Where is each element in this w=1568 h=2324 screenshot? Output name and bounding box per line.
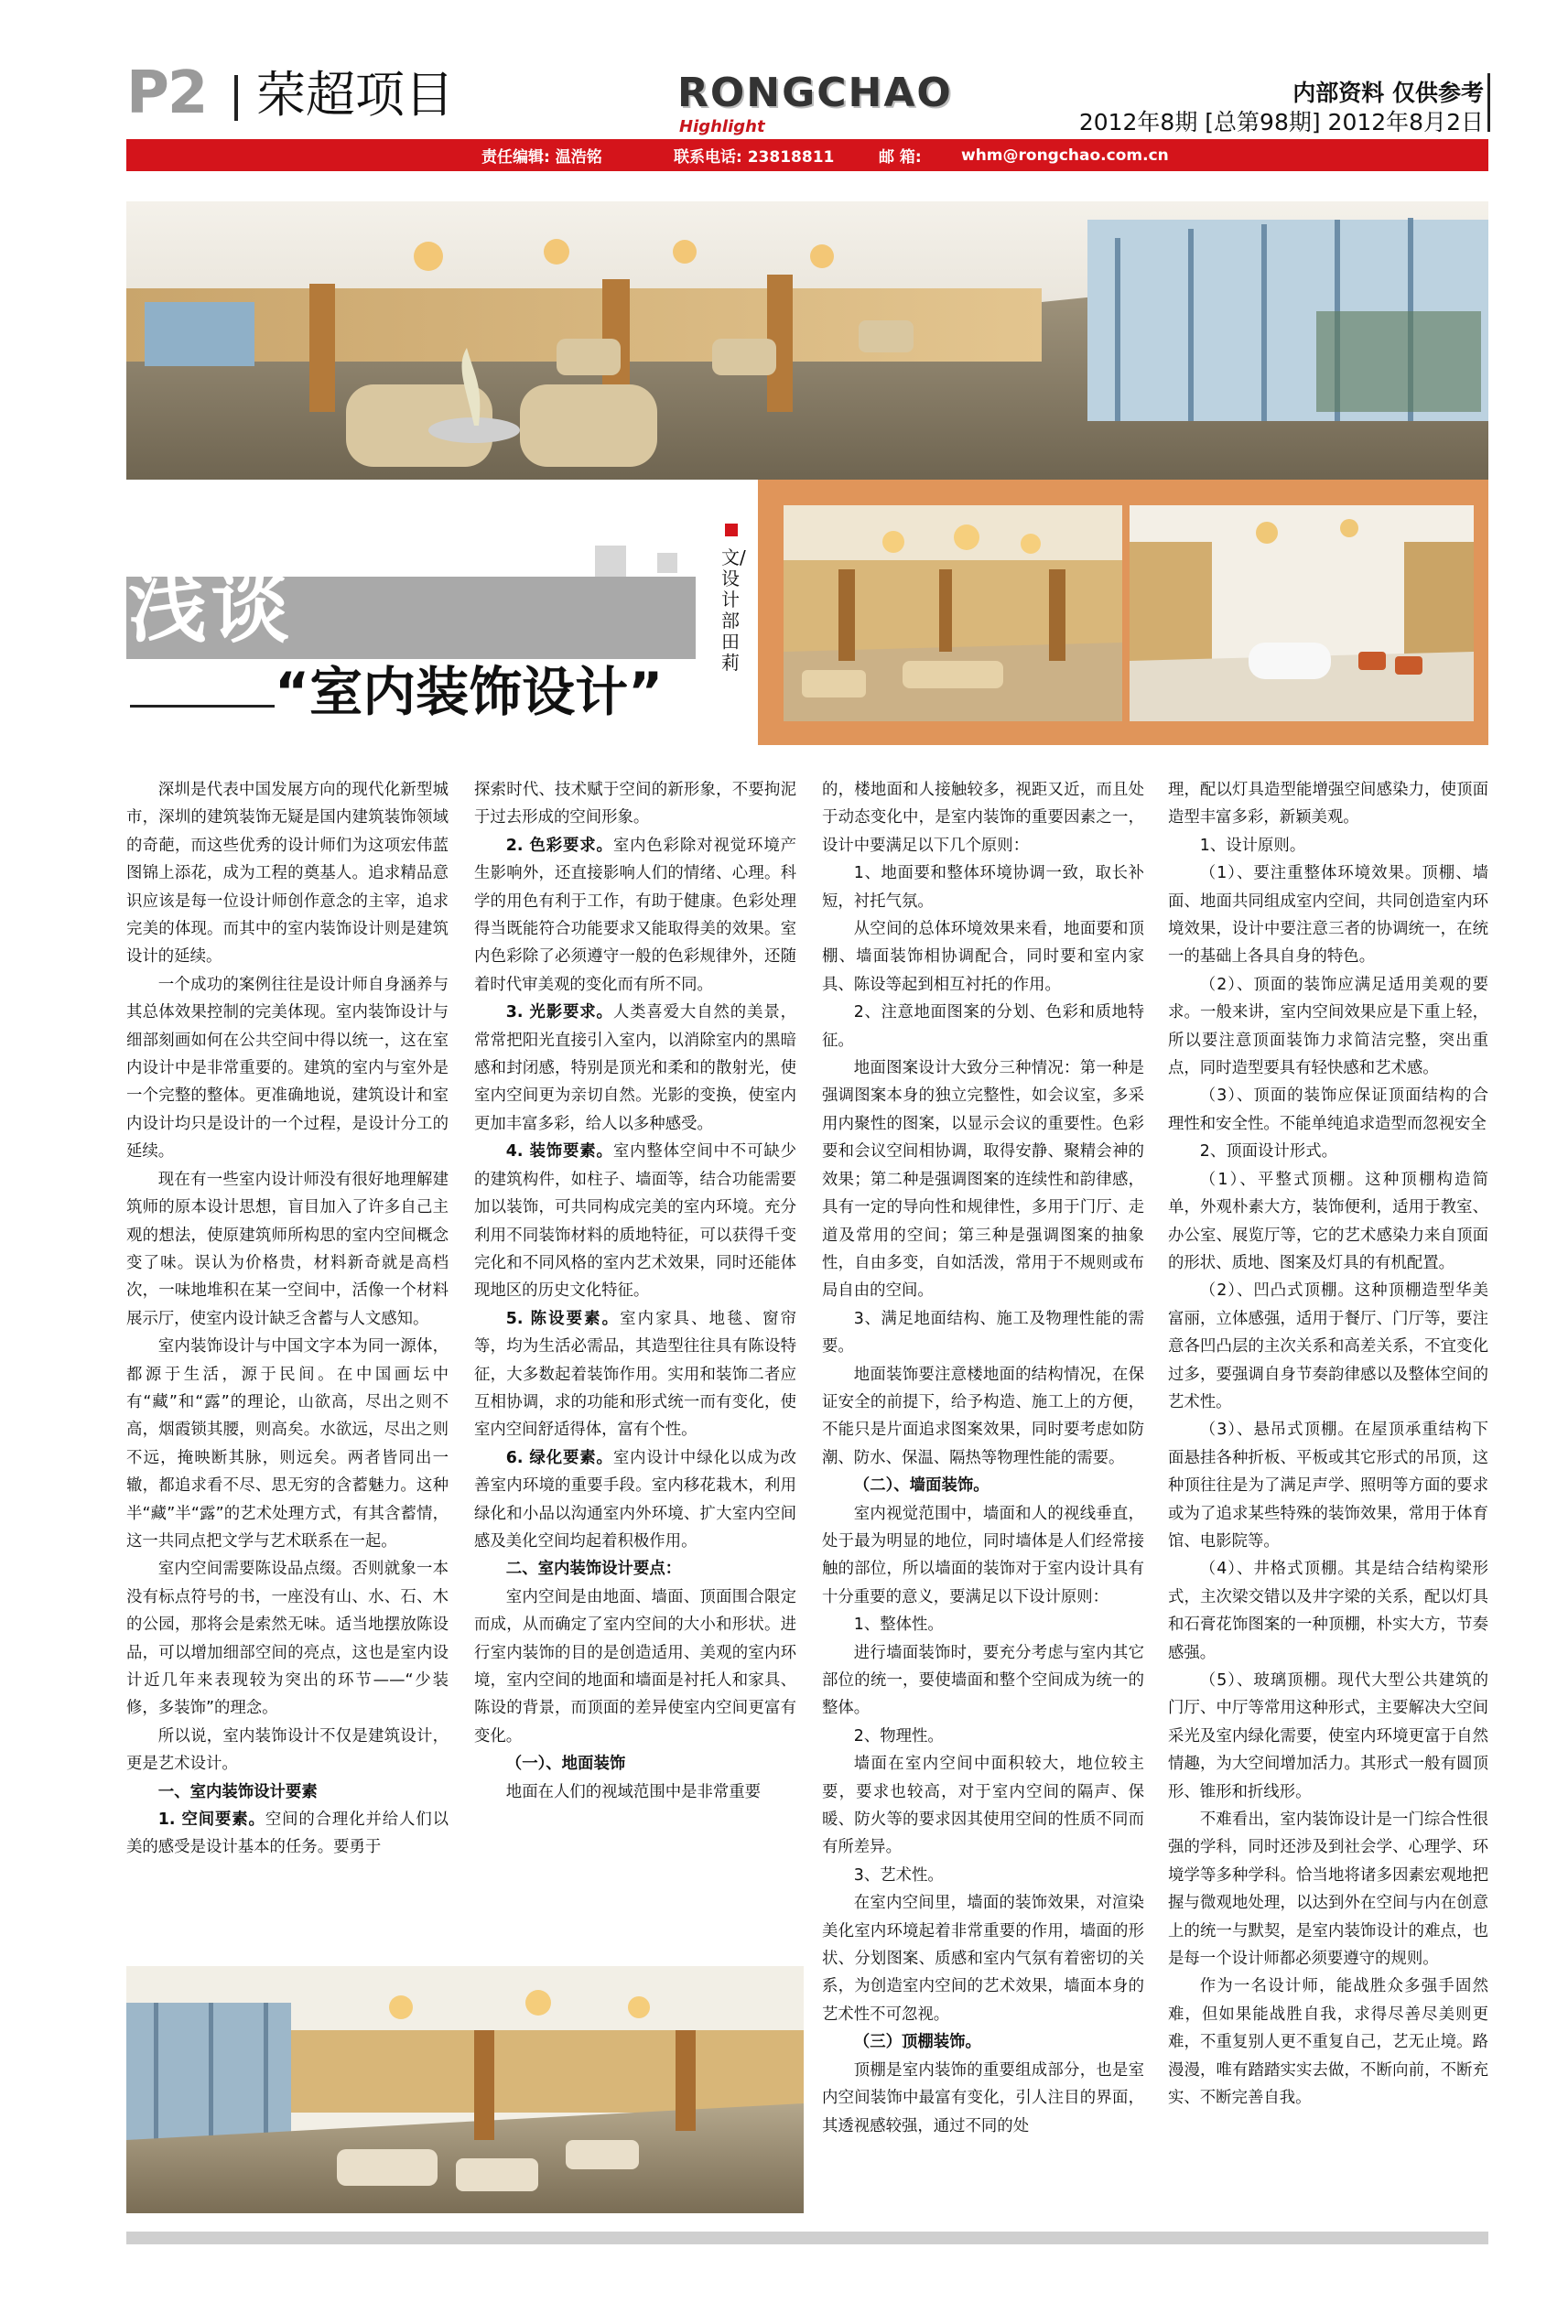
paragraph: [474, 1444, 796, 1556]
paragraph: 地面图案设计大致分三种情况：第一种是强调图案本身的独立完整性，如会议室，多采用内聚性的图案，以显示会议的重要性。色彩要和会议空间相协调，取得安静、聚精会神的效果；第二种是强调图案的连续性和韵律感，具有一定的导向性和规律性，多用于门厅、走道及常用的空间；第三种是强调图案的抽象性，自由多变，自如活泼，常用于不规则或布局自由的空间。: [822, 1059, 1144, 1301]
paragraph: 所以说，室内装饰设计不仅是建筑设计，更是艺术设计。: [126, 1726, 449, 1774]
issue-date: 2012年8期 [总第98期] 2012年8月2日: [1078, 109, 1484, 135]
section-title: 荣超项目: [256, 66, 454, 124]
paragraph-body: 空间的合理化并给人们以美的感受是设计基本的任务。要勇于: [126, 1811, 449, 1857]
paragraph: 顶棚是室内装饰的重要组成部分，也是室内空间装饰中最富有变化，引人注目的界面，其透视感较强，通过不同的处: [822, 2060, 1144, 2135]
paragraph-lead: 1. 空间要素。: [157, 1811, 265, 1830]
paragraph: 室内空间是由地面、墙面、顶面围合限定而成，从而确定了室内空间的大小和形状。进行室内装饰的目的是创造适用、美观的室内环境，室内空间的地面和墙面是衬托人和家具、陈设的背景，而顶面的差异使室内空间更富有变化。: [474, 1587, 796, 1746]
subheading: （二）、墙面装饰。: [853, 1476, 989, 1496]
title-dash: [130, 705, 275, 708]
paragraph: 2、顶面设计形式。: [1199, 1142, 1337, 1162]
paragraph: 室内视觉范围中，墙面和人的视线垂直，处于最为明显的地位，同时墙体是人们经常接触的部位，所以墙面的装饰对于室内设计具有十分重要的意义，要满足以下设计原则：: [822, 1504, 1144, 1606]
reception-photo: [1130, 505, 1474, 721]
paragraph: [474, 1138, 796, 1304]
paragraph-body: 人类喜爱大自然的美景，常常把阳光直接引入室内，以消除室内的黑暗感和封闭感，特别是顶光和柔和的散射光，使室内空间更为亲切自然。光影的变换，使室内更加丰富多彩，给人以多种感受。: [474, 1003, 796, 1133]
paragraph: [474, 999, 796, 1138]
paragraph: （4）、井格式顶棚。其是结合结构梁形式，主次梁交错以及井字梁的关系，配以灯具和石膏花饰图案的一种顶棚，朴实大方，节奏感强。: [1168, 1560, 1488, 1662]
paragraph: [126, 1806, 449, 1862]
subheading: （一）、地面装饰: [505, 1755, 626, 1774]
column-2: [474, 776, 796, 1806]
paragraph: 一个成功的案例往往是设计师自身涵养与其总体效果控制的完美体现。室内装饰设计与细部刻画如何在公共空间中得以统一，这在室内设计中是非常重要的。建筑的室内与室外是一个完整的整体。更准确地说，建筑设计和室内设计均只是设计的一个过程，是设计分工的延续。: [126, 975, 449, 1162]
paragraph: [474, 1305, 796, 1444]
paragraph: 2、物理性。: [853, 1726, 944, 1746]
editor-bar: [126, 139, 1488, 171]
phone-label: 联系电话: 23818811: [674, 148, 835, 167]
email-label: 邮 箱:: [879, 148, 922, 167]
paragraph: 1、地面要和整体环境协调一致，取长补短，衬托气氛。: [822, 864, 1144, 911]
header-divider: [234, 75, 238, 121]
paragraph-body: 室内整体空间中不可缺少的建筑构件，如柱子、墙面等，结合功能需要加以装饰，可共同构成完美的室内环境。充分利用不同装饰材料的质地特征，可以获得千变完化和不同风格的室内艺术效果，同时还能体现地区的历史文化特征。: [474, 1142, 796, 1301]
paragraph: 深圳是代表中国发展方向的现代化新型城市，深圳的建筑装饰无疑是国内建筑装饰领域的奇葩，而这些优秀的设计师们为这项宏伟蓝图锦上添花，成为工程的奠基人。追求精品意识应该是每一位设计师创作意念的主宰，追求完美的体现。而其中的室内装饰设计则是建筑设计的延续。: [126, 781, 449, 967]
paragraph-body: 室内设计中绿化以成为改善室内环境的重要手段。室内移花栽木，利用绿化和小品以沟通室内外环境、扩大室内空间感及美化空间均起着积极作用。: [474, 1448, 796, 1551]
paragraph-lead: 5. 陈设要素。: [505, 1309, 621, 1328]
email-value: whm@rongchao.com.cn: [961, 146, 1169, 165]
article-subtitle: “室内装饰设计”: [275, 661, 664, 723]
paragraph: （1）、平整式顶棚。这种顶棚构造简单，外观朴素大方，装饰便利，适用于教室、办公室、展览厅等，它的艺术感染力来自顶面的形状、质地、图案及灯具的有机配置。: [1168, 1170, 1488, 1272]
paragraph: （3）、悬吊式顶棚。在屋顶承重结构下面悬挂各种折板、平板或其它形式的吊顶，这种顶往往是为了满足声学、照明等方面的要求或为了追求某些特殊的装饰效果，常用于体育馆、电影院等。: [1168, 1421, 1488, 1551]
paragraph-lead: 4. 装饰要素。: [505, 1142, 613, 1162]
subheading: （三）顶棚装饰。: [853, 2033, 981, 2052]
footer-bar: [126, 2232, 1488, 2244]
paragraph: 进行墙面装饰时，要充分考虑与室内其它部位的统一，要使墙面和整个空间成为统一的整体。: [822, 1643, 1144, 1718]
paragraph: 地面装饰要注意楼地面的结构情况，在保证安全的前提下，给予构造、施工上的方便，不能只是片面追求图案效果，同时要考虑如防潮、防水、保温、隔热等物理性能的需要。: [822, 1365, 1144, 1467]
paragraph: 不难看出，室内装饰设计是一门综合性很强的学科，同时还涉及到社会学、心理学、环境学等多种学科。恰当地将诸多因素宏观地把握与微观地处理，以达到外在空间与内在创意上的统一与默契，是室内装饰设计的难点，也是每一个设计师都必须要遵守的规则。: [1168, 1811, 1488, 1969]
byline-marker: [725, 524, 738, 536]
column-4: [1168, 776, 1488, 2113]
paragraph-lead: 6. 绿化要素。: [505, 1448, 613, 1467]
paragraph: 3、满足地面结构、施工及物理性能的需要。: [822, 1309, 1144, 1357]
issue-note: 内部资料 仅供参考: [1292, 80, 1484, 106]
paragraph: [474, 832, 796, 999]
subheading: 二、室内装饰设计要点：: [505, 1560, 682, 1579]
column-1: [126, 776, 449, 1862]
paragraph: （5）、玻璃顶棚。现代大型公共建筑的门厅、中厅等常用这种形式，主要解决大空间采光及室内绿化需要，使室内环境更富于自然情趣，为大空间增加活力。其形式一般有圆顶形、锥形和折线形。: [1168, 1671, 1488, 1801]
paragraph-lead: 3. 光影要求。: [505, 1003, 613, 1022]
hall-photo: [784, 505, 1122, 721]
header-right-bar: [1487, 73, 1490, 132]
lounge-photo: [126, 1966, 804, 2213]
paragraph: 在室内空间里，墙面的装饰效果，对渲染美化室内环境起着非常重要的作用，墙面的形状、分划图案、质感和室内气氛有着密切的关系，为创造室内空间的艺术效果，墙面本身的艺术性不可忽视。: [822, 1894, 1144, 2024]
paragraph: 1、设计原则。: [1199, 836, 1306, 855]
paragraph: 作为一名设计师，能战胜众多强手固然难，但如果能战胜自我，求得尽善尽美则更难，不重复别人更不重复自己，艺无止境。路漫漫，唯有踏踏实实去做，不断向前，不断充实、不断完善自我。: [1168, 1977, 1488, 2108]
editor-label: 责任编辑: 温浩铭: [481, 148, 602, 167]
deco-block: [657, 553, 677, 573]
paragraph: 理，配以灯具造型能增强空间感染力，使顶面造型丰富多彩，新颖美观。: [1168, 781, 1488, 827]
paragraph: （3）、顶面的装饰应保证顶面结构的合理性和安全性。不能单纯追求造型而忽视安全: [1168, 1086, 1488, 1133]
paragraph: 从空间的总体环境效果来看，地面要和顶棚、墙面装饰相协调配合，同时要和室内家具、陈设等起到相互衬托的作用。: [822, 920, 1144, 994]
subheading: 一、室内装饰设计要素: [157, 1782, 318, 1801]
byline: 文/设计部 田莉: [721, 546, 746, 674]
paragraph-lead: 2. 色彩要求。: [505, 836, 613, 855]
paragraph: 室内空间需要陈设品点缀。否则就象一本没有标点符号的书，一座没有山、水、石、木的公园，那将会是索然无味。适当地摆放陈设品，可以增加细部空间的亮点，这也是室内设计近几年来表现较为突出的环节——“少装修，多装饰”的理念。: [126, 1560, 449, 1718]
paragraph: 1、整体性。: [853, 1616, 944, 1635]
paragraph: （1）、要注重整体环境效果。顶棚、墙面、地面共同组成室内空间，共同创造室内环境效果，设计中要注意三者的协调统一，在统一的基础上各具自身的特色。: [1168, 864, 1488, 967]
paragraph: 探索时代、技术赋于空间的新形象，不要拘泥于过去形成的空间形象。: [474, 781, 796, 827]
article-title: 浅谈: [128, 561, 293, 654]
paragraph-body: 室内家具、地毯、窗帘等，均为生活必需品，其造型往往具有陈设特征，大多数起着装饰作用。实用和装饰二者应互相协调，求的功能和形式统一而有变化，使室内空间舒适得体，富有个性。: [474, 1309, 796, 1440]
paragraph: （2）、凹凸式顶棚。这种顶棚造型华美富丽，立体感强，适用于餐厅、门厅等，要注意各凹凸层的主次关系和高差关系，不宜变化过多，要强调自身节奏韵律感以及整体空间的艺术性。: [1168, 1281, 1488, 1411]
page-number: P2: [126, 59, 207, 127]
deco-block: [595, 546, 626, 577]
column-3: [822, 776, 1144, 2140]
lobby-photo: [126, 201, 1488, 480]
paragraph: 3、艺术性。: [853, 1865, 944, 1885]
paragraph: 现在有一些室内设计师没有很好地理解建筑师的原本设计思想，盲目加入了许多自己主观的想法，使原建筑师所构思的室内空间概念变了味。误认为价格贵，材料新奇就是高档次，一味地堆积在某一空间中，活像一个材料展示厅，使室内设计缺乏含蓄与人文感知。: [126, 1170, 449, 1328]
newspaper-logo-sub: Highlight: [679, 117, 765, 136]
paragraph: 2、注意地面图案的分划、色彩和质地特征。: [822, 1003, 1144, 1050]
paragraph: 地面在人们的视域范围中是非常重要: [505, 1782, 762, 1801]
paragraph: 的，楼地面和人接触较多，视距又近，而且处于动态变化中，是室内装饰的重要因素之一，设计中要满足以下几个原则：: [822, 781, 1144, 855]
newspaper-logo: RONGCHAO: [677, 70, 953, 116]
paragraph: （2）、顶面的装饰应满足适用美观的要求。一般来讲，室内空间效果应是下重上轻，所以要注意顶面装饰力求简洁完整，突出重点，同时造型要具有轻快感和艺术感。: [1168, 975, 1488, 1078]
paragraph: 室内装饰设计与中国文字本为同一源体，都源于生活，源于民间。在中国画坛中有“藏”和“露”的理论，山欲高，尽出之则不高，烟霞锁其腰，则高矣。水欲远，尽出之则不远，掩映断其脉，则远矣。两者皆同出一辙，都追求看不尽、思无穷的含蓄魅力。这种半“藏”半“露”的艺术处理方式，有其含蓄情，这一共同点把文学与艺术联系在一起。: [126, 1337, 449, 1551]
paragraph: 墙面在室内空间中面积较大，地位较主要，要求也较高，对于室内空间的隔声、保暖、防火等的要求因其使用空间的性质不同而有所差异。: [822, 1755, 1144, 1857]
paragraph-body: 室内色彩除对视觉环境产生影响外，还直接影响人们的情绪、心理。科学的用色有利于工作，有助于健康。色彩处理得当既能符合功能要求又能取得美的效果。室内色彩除了必须遵守一般的色彩规律外，还随着时代审美观的变化而有所不同。: [474, 836, 796, 994]
